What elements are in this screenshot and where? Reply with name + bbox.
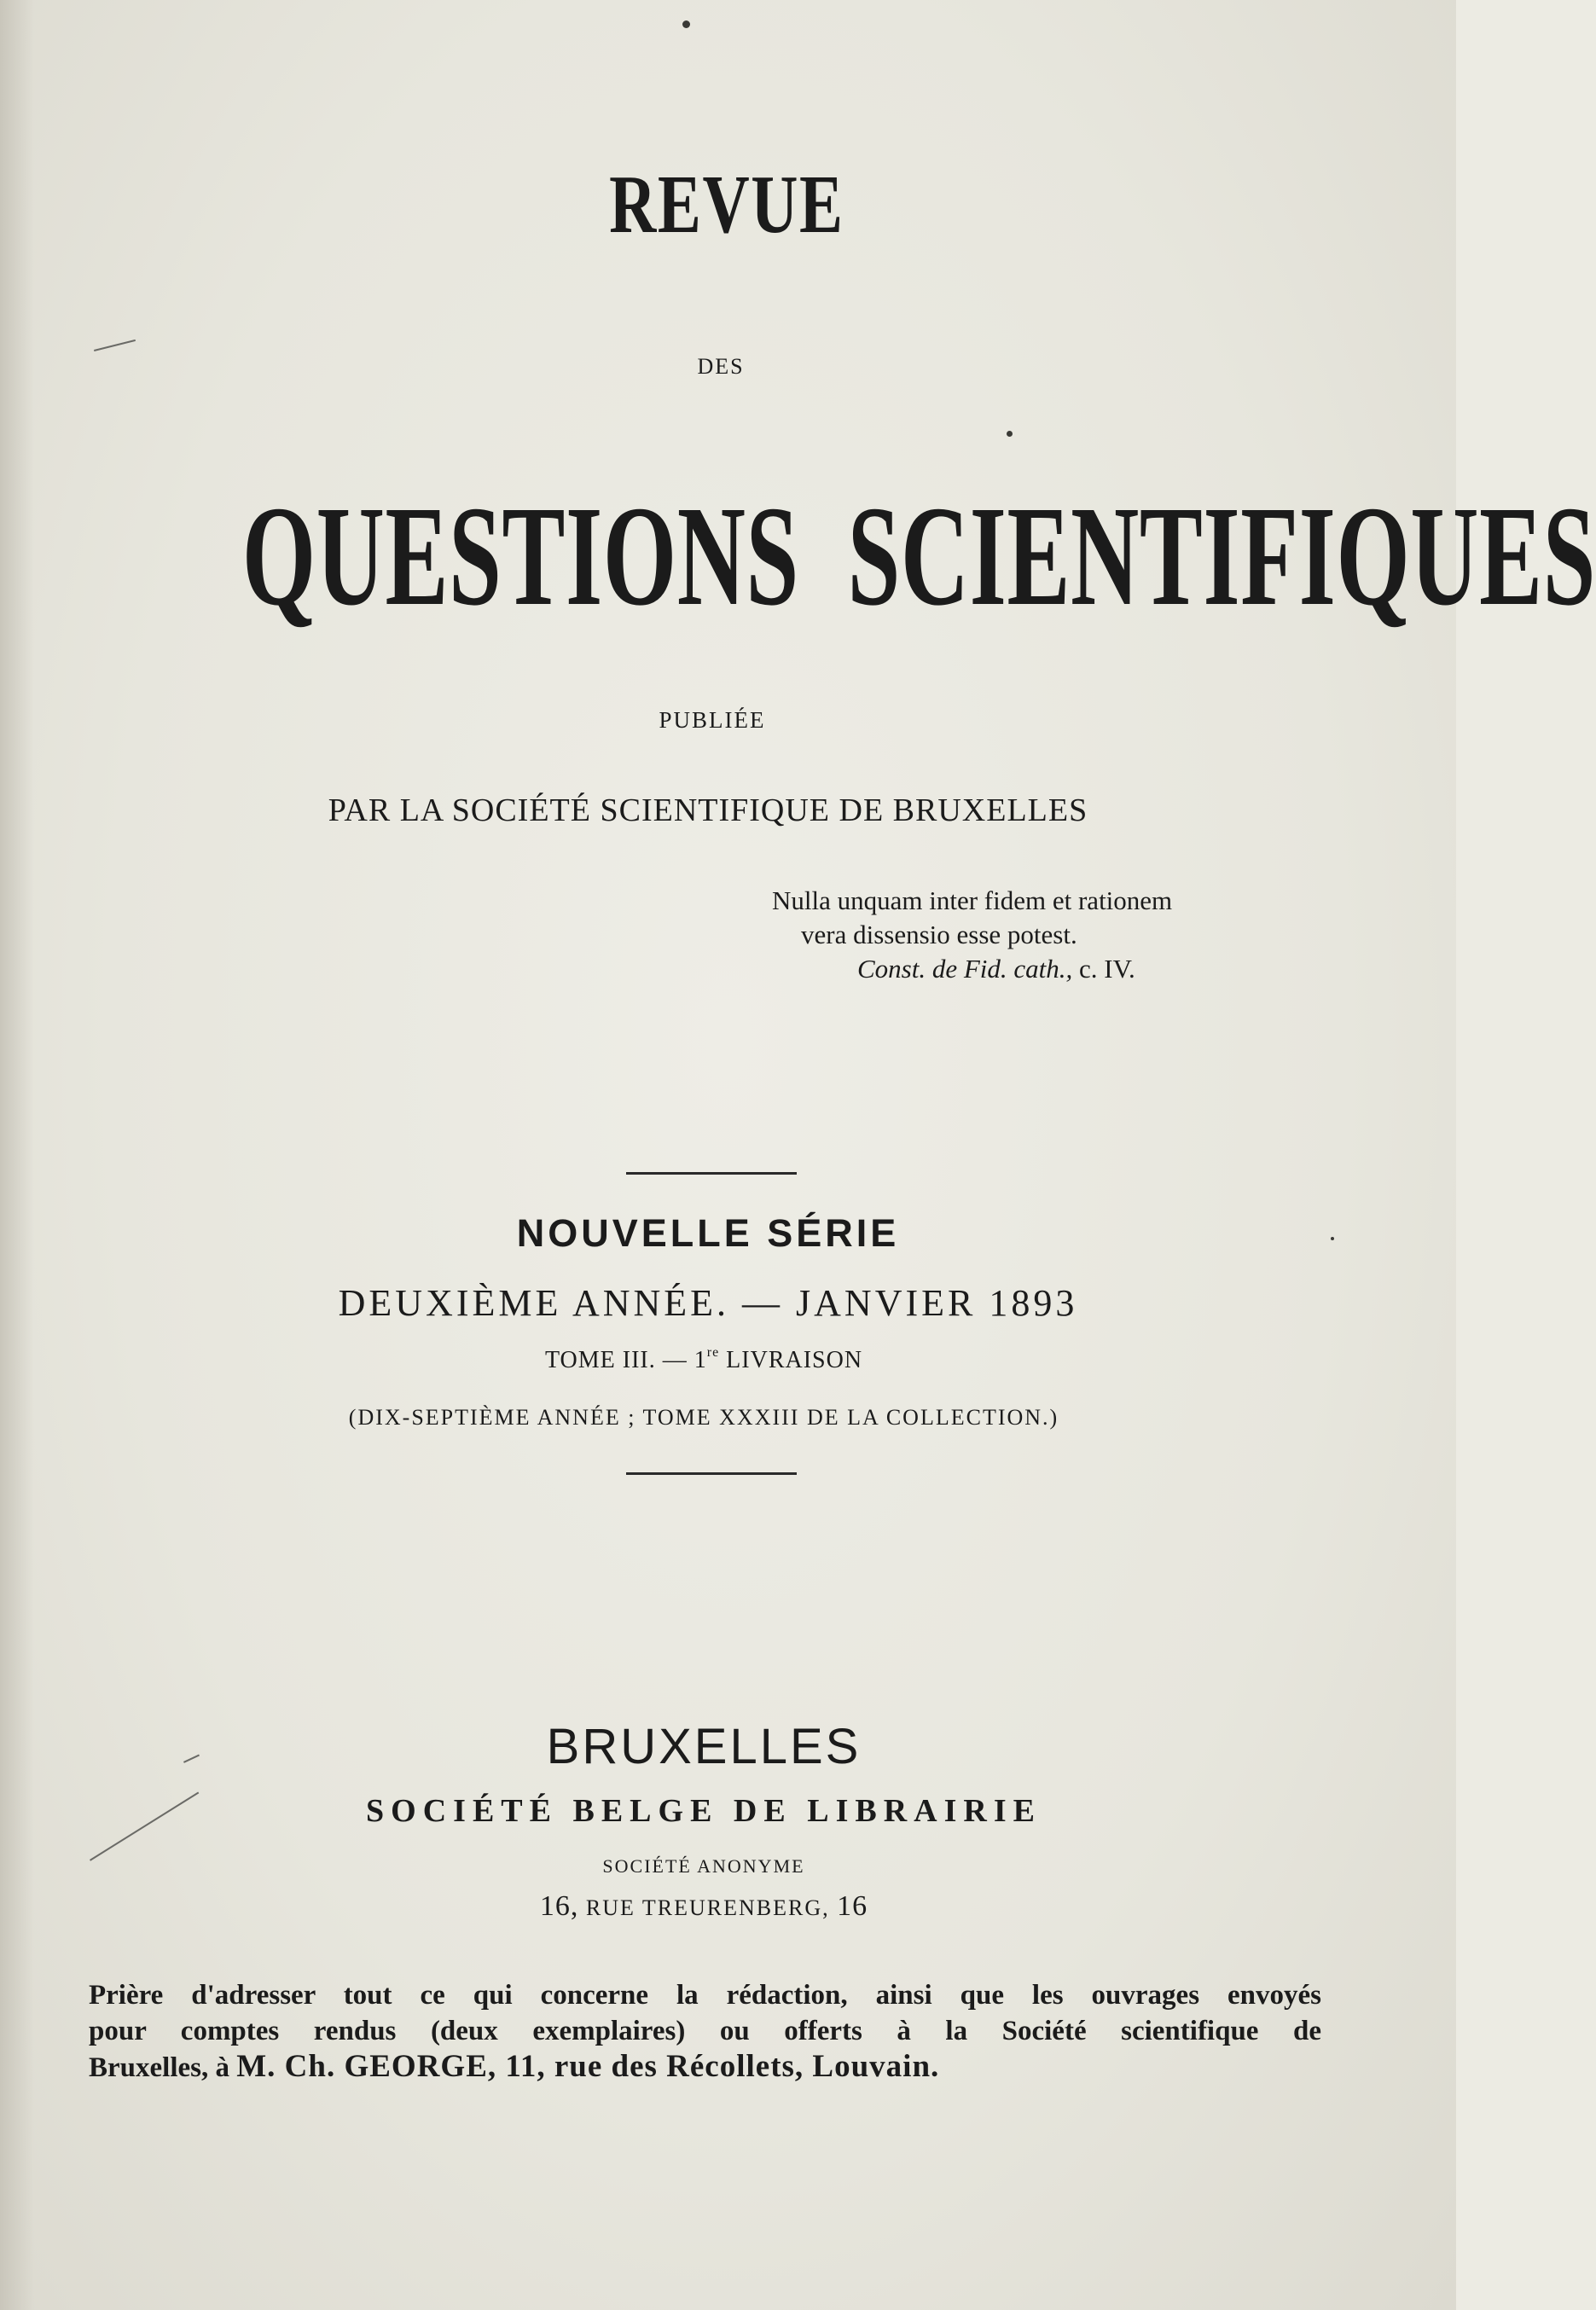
paper-speck [1331,1237,1334,1240]
journal-title-revue: REVUE [609,159,844,251]
note-line-2: pour comptes rendus (deux exemplaires) ou offerts à la Société scientifique de [89,2016,1321,2046]
journal-title-des: DES [697,354,745,379]
tome-main: TOME III. — 1 [544,1347,707,1373]
epigraph-line-1: Nulla unquam inter fidem et rationem [772,885,1173,915]
collection-line: (DIX-SEPTIÈME ANNÉE ; TOME XXXIII DE LA COLLECTION.) [348,1405,1059,1430]
series-year-line: DEUXIÈME ANNÉE. — JANVIER 1893 [338,1282,1078,1324]
address-number-1: 16, [539,1890,579,1922]
note-line-3-address: M. Ch. GEORGE, 11, rue des Récollets, Louvain. [236,2049,940,2084]
published-label: PUBLIÉE [659,707,766,733]
address-street: RUE TREURENBERG, [578,1895,838,1920]
tome-line [0,1346,1407,1375]
address-number-2: 16 [837,1890,868,1922]
publisher-society: PAR LA SOCIÉTÉ SCIENTIFIQUE DE BRUXELLES [328,792,1088,828]
tome-end: LIVRAISON [719,1347,863,1373]
epigraph [772,884,1301,986]
divider-rule-bottom [626,1472,797,1475]
imprint-publisher: SOCIÉTÉ BELGE DE LIBRAIRIE [366,1793,1042,1829]
paper-speck [1007,431,1013,437]
epigraph-source-title: Const. de Fid. cath., [857,954,1073,984]
series-name: NOUVELLE SÉRIE [516,1211,900,1255]
epigraph-source [772,952,1301,986]
imprint-address [0,1889,1407,1926]
imprint-city: BRUXELLES [546,1719,862,1774]
correspondence-note [89,1977,1321,2086]
epigraph-line-2: vera dissensio esse potest. [801,920,1077,949]
tome-superscript: re [706,1345,720,1360]
note-line-1: Prière d'adresser tout ce qui concerne la rédaction, ainsi que les ouvrages envoyés [89,1980,1321,2011]
paper-speck [682,20,690,28]
journal-title-main: QUESTIONS SCIENTIFIQUES [241,477,1596,636]
imprint-company-type: SOCIÉTÉ ANONYME [602,1855,805,1877]
note-line-3-start: Bruxelles, à [89,2052,237,2083]
divider-rule-top [626,1172,797,1175]
epigraph-source-chapter: c. IV. [1072,954,1135,984]
paper-scratch [94,340,136,351]
binding-shadow [0,0,34,2310]
note-line-3 [89,2049,1321,2086]
